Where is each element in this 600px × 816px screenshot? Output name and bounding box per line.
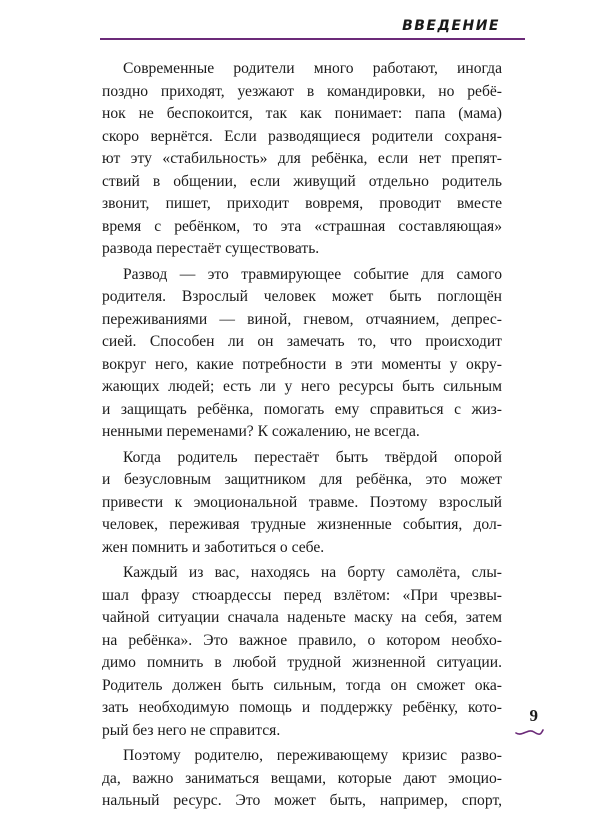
paragraph: [102, 58, 502, 261]
header-rule: [100, 38, 525, 40]
paragraph: [102, 447, 502, 560]
text-line: привести к эмоциональной травме. Поэтому взрослый: [102, 493, 502, 511]
text-line: переживаниями — виной, гневом, отчаянием, депрес-: [102, 310, 502, 328]
paragraph: [102, 745, 502, 813]
text-line: рый без него не справится.: [102, 721, 281, 739]
text-line: жен помнить и заботиться о себе.: [102, 538, 325, 556]
text-line: на ребёнка». Это важное правило, о котором необхо-: [102, 631, 502, 649]
text-line: развода перестаёт существовать.: [102, 240, 320, 257]
text-line: и защищать ребёнка, помогать ему справиться с жиз-: [102, 400, 502, 418]
text-line: шал фразу стюардессы перед взлётом: «При чрезвы-: [102, 586, 502, 604]
text-line: зать необходимую помощь и поддержку ребёнку, кото-: [102, 699, 502, 716]
text-line: нальный ресурс. Это может быть, например, спорт,: [102, 792, 502, 809]
text-line: Родитель должен быть сильным, тогда он сможет ока-: [102, 676, 502, 694]
text-line: скоро вернётся. Если разводящиеся родители сохраня-: [102, 127, 502, 145]
text-line: нок не беспокоится, так как понимает: папа (мама): [102, 105, 502, 122]
text-line: димо помнить в любой трудной жизненной ситуации.: [102, 654, 502, 671]
text-line: ненными переменами? К сожалению, не всегда.: [102, 423, 420, 440]
page-number: 9: [529, 706, 538, 725]
text-line: Когда родитель перестаёт быть твёрдой опорой: [123, 448, 502, 466]
text-line: вокруг него, какие потребности в эти моменты у окру-: [102, 355, 502, 373]
text-line: Развод — это травмирующее событие для самого: [123, 265, 502, 283]
text-line: родителя. Взрослый человек может быть поглощён: [102, 288, 502, 305]
text-line: человек, переживая трудные жизненные события, дол-: [102, 516, 502, 533]
text-line: поздно приходят, уезжают в командировки, но ребё-: [102, 82, 502, 100]
text-line: чайной ситуации сначала наденьте маску на себя, затем: [102, 609, 502, 626]
text-line: и безусловным защитником для ребёнка, это может: [102, 471, 502, 488]
paragraph: [102, 264, 502, 444]
text-line: Современные родители много работают, иногда: [123, 60, 502, 77]
text-line: звонит, пишет, приходит вовремя, проводит вместе: [102, 195, 502, 212]
text-line: жающих людей; есть ли у него ресурсы быть сильным: [102, 378, 502, 395]
text-line: да, важно заниматься вещами, которые дают эмоцио-: [102, 769, 502, 787]
text-line: Поэтому родителю, переживающему кризис разво-: [123, 747, 502, 764]
paragraph: [102, 562, 502, 742]
text-line: ствий в общении, если живущий отдельно родитель: [102, 172, 502, 190]
text-line: Каждый из вас, находясь на борту самолёта, слы-: [123, 564, 502, 581]
running-header: ВВЕДЕНИЕ: [402, 18, 500, 34]
text-line: время с ребёнком, то эта «страшная составляющая»: [102, 217, 502, 235]
page-number-swash-icon: [514, 724, 544, 738]
body-text: [102, 58, 502, 816]
text-line: сией. Способен ли он замечать то, что происходит: [102, 333, 502, 350]
text-line: ют эту «стабильность» для ребёнка, если нет препят-: [102, 150, 502, 167]
